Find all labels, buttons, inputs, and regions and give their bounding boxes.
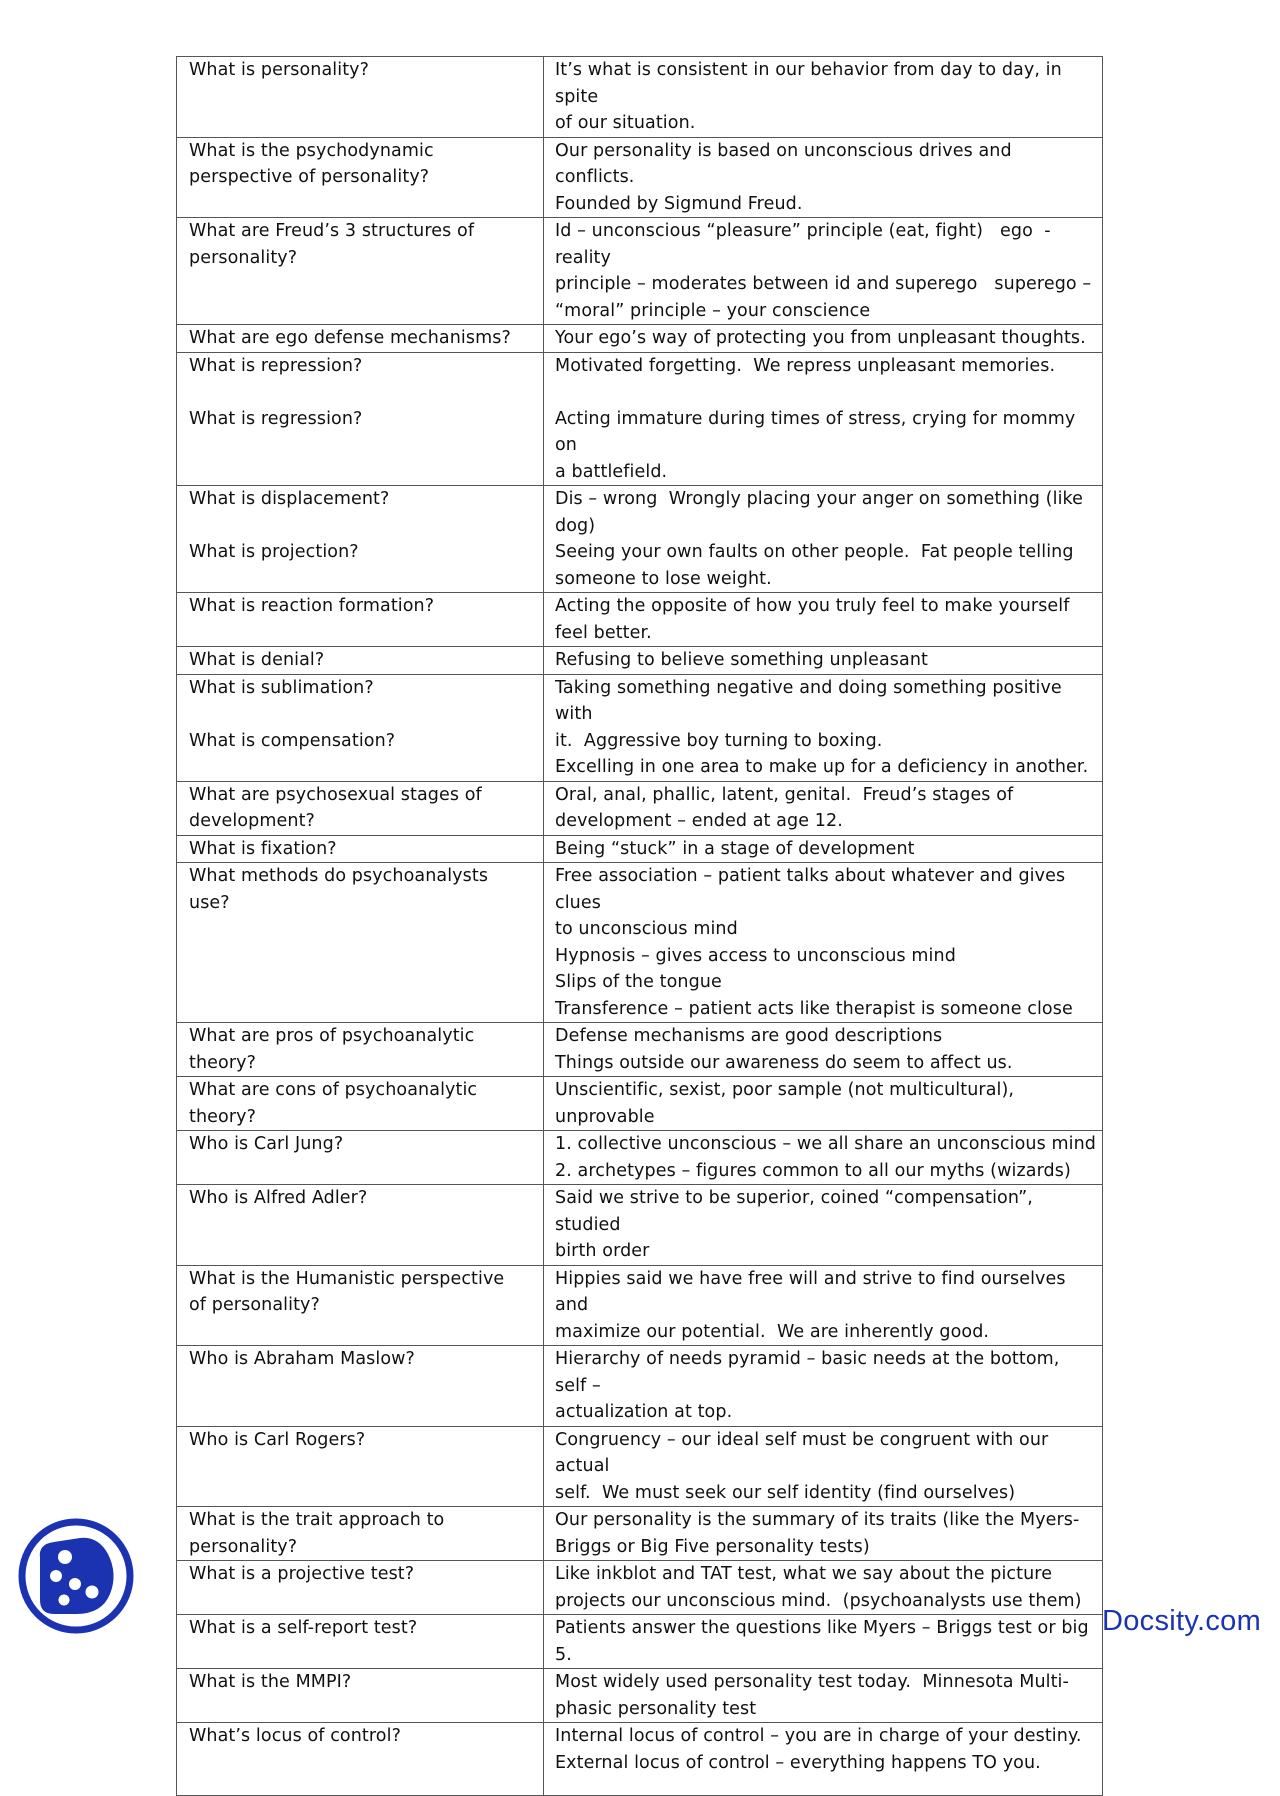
table-row bbox=[177, 57, 1103, 138]
question-text: personality? bbox=[189, 1536, 298, 1557]
answer-text: Congruency – our ideal self must be congruent with our actual bbox=[555, 1429, 1055, 1476]
answer-text: “moral” principle – your conscience bbox=[555, 300, 871, 321]
answer-text: Founded by Sigmund Freud. bbox=[555, 193, 803, 214]
question-cell bbox=[177, 1507, 544, 1561]
question-cell bbox=[177, 325, 544, 353]
answer-cell bbox=[544, 1669, 1103, 1723]
answer-cell bbox=[544, 352, 1103, 486]
answer-cell bbox=[544, 1265, 1103, 1346]
question-text: perspective of personality? bbox=[189, 167, 430, 187]
table-row bbox=[177, 218, 1103, 325]
answer-text: Defense mechanisms are good descriptions bbox=[555, 1026, 943, 1046]
answer-text: Acting the opposite of how you truly feel to make yourself bbox=[555, 596, 1070, 616]
question-text: What is fixation? bbox=[189, 838, 337, 859]
table-row bbox=[177, 593, 1103, 647]
question-text: What are pros of psychoanalytic bbox=[189, 1026, 475, 1046]
answer-cell bbox=[544, 1615, 1103, 1669]
question-text: What is personality? bbox=[189, 60, 370, 80]
question-text: What are ego defense mechanisms? bbox=[189, 328, 511, 348]
answer-cell bbox=[544, 218, 1103, 325]
answer-cell bbox=[544, 486, 1103, 593]
answer-cell bbox=[544, 863, 1103, 1023]
answer-cell bbox=[544, 1023, 1103, 1077]
answer-cell bbox=[544, 647, 1103, 675]
table-row bbox=[177, 352, 1103, 486]
answer-cell bbox=[544, 1507, 1103, 1561]
answer-cell bbox=[544, 1561, 1103, 1615]
answer-text: Hippies said we have free will and strive to find ourselves and bbox=[555, 1268, 1072, 1315]
answer-text: Free association – patient talks about whatever and gives clues bbox=[555, 866, 1071, 913]
answer-text: Hypnosis – gives access to unconscious mind bbox=[555, 945, 956, 966]
table-row bbox=[177, 1426, 1103, 1507]
answer-cell bbox=[544, 835, 1103, 863]
table-row bbox=[177, 781, 1103, 835]
answer-text: 5. bbox=[555, 1644, 572, 1665]
table-row bbox=[177, 1669, 1103, 1723]
answer-cell bbox=[544, 137, 1103, 218]
answer-text: Said we strive to be superior, coined “compensation”, studied bbox=[555, 1188, 1039, 1235]
question-cell bbox=[177, 486, 544, 593]
answer-text: projects our unconscious mind. (psychoanalysts use them) bbox=[555, 1590, 1082, 1611]
question-cell bbox=[177, 1185, 544, 1266]
question-cell bbox=[177, 781, 544, 835]
question-cell bbox=[177, 1723, 544, 1796]
answer-text: birth order bbox=[555, 1241, 650, 1261]
question-text: theory? bbox=[189, 1052, 256, 1073]
question-text: What are cons of psychoanalytic bbox=[189, 1080, 478, 1100]
table-row bbox=[177, 1023, 1103, 1077]
answer-text: Motivated forgetting. We repress unpleasant memories. bbox=[555, 355, 1056, 376]
answer-text: Unscientific, sexist, poor sample (not multicultural), bbox=[555, 1080, 1015, 1100]
question-text: theory? bbox=[189, 1106, 256, 1127]
answer-text: self. We must seek our self identity (find ourselves) bbox=[555, 1482, 1016, 1503]
question-cell bbox=[177, 1615, 544, 1669]
question-cell bbox=[177, 1561, 544, 1615]
question-text: Who is Carl Rogers? bbox=[189, 1429, 366, 1450]
blank-line bbox=[189, 513, 539, 540]
answer-text: Patients answer the questions like Myers – Briggs test or big bbox=[555, 1618, 1089, 1638]
answer-cell bbox=[544, 57, 1103, 138]
table-row bbox=[177, 647, 1103, 675]
answer-text: Briggs or Big Five personality tests) bbox=[555, 1536, 870, 1557]
table-row bbox=[177, 674, 1103, 781]
question-text: What is sublimation? bbox=[189, 677, 374, 698]
answer-text: 1. collective unconscious – we all share an unconscious mind bbox=[555, 1134, 1096, 1154]
answer-text: Being “stuck” in a stage of development bbox=[555, 838, 915, 859]
table-row bbox=[177, 1561, 1103, 1615]
question-cell bbox=[177, 1023, 544, 1077]
question-text: of personality? bbox=[189, 1295, 320, 1315]
answer-text: Internal locus of control – you are in charge of your destiny. bbox=[555, 1726, 1082, 1746]
question-text: What is repression? bbox=[189, 355, 363, 376]
question-text: What are psychosexual stages of bbox=[189, 784, 482, 805]
answer-text: dog) bbox=[555, 515, 596, 536]
answer-text: Oral, anal, phallic, latent, genital. Freud’s stages of bbox=[555, 784, 1014, 805]
answer-text: Acting immature during times of stress, crying for mommy on bbox=[555, 408, 1082, 455]
question-text: Who is Abraham Maslow? bbox=[189, 1349, 415, 1369]
question-cell bbox=[177, 647, 544, 675]
answer-cell bbox=[544, 781, 1103, 835]
answer-text: of our situation. bbox=[555, 113, 696, 133]
question-cell bbox=[177, 1265, 544, 1346]
question-cell bbox=[177, 352, 544, 486]
question-cell bbox=[177, 1426, 544, 1507]
answer-text: Things outside our awareness do seem to affect us. bbox=[555, 1052, 1013, 1073]
question-text: What is a self-report test? bbox=[189, 1618, 418, 1638]
table-row bbox=[177, 325, 1103, 353]
answer-text: Our personality is based on unconscious drives and conflicts. bbox=[555, 140, 1018, 187]
answer-text: unprovable bbox=[555, 1106, 655, 1127]
question-cell bbox=[177, 137, 544, 218]
question-cell bbox=[177, 674, 544, 781]
question-text: Who is Carl Jung? bbox=[189, 1134, 344, 1154]
question-text: What is a projective test? bbox=[189, 1564, 415, 1584]
question-cell bbox=[177, 1131, 544, 1185]
blank-line bbox=[555, 379, 1096, 406]
question-text: What is displacement? bbox=[189, 489, 390, 509]
question-text: What’s locus of control? bbox=[189, 1726, 401, 1746]
question-cell bbox=[177, 593, 544, 647]
answer-text: Our personality is the summary of its traits (like the Myers- bbox=[555, 1510, 1080, 1530]
question-text: What is the psychodynamic bbox=[189, 140, 434, 161]
answer-text: phasic personality test bbox=[555, 1698, 757, 1719]
answer-text: Excelling in one area to make up for a deficiency in another. bbox=[555, 757, 1089, 777]
answer-cell bbox=[544, 1185, 1103, 1266]
answer-text: Seeing your own faults on other people. Fat people telling bbox=[555, 542, 1074, 562]
answer-text: maximize our potential. We are inherently good. bbox=[555, 1321, 990, 1342]
answer-text: 2. archetypes – figures common to all our myths (wizards) bbox=[555, 1160, 1071, 1181]
answer-cell bbox=[544, 1723, 1103, 1796]
blank-line bbox=[189, 379, 539, 406]
question-text: What are Freud’s 3 structures of bbox=[189, 221, 475, 241]
question-cell bbox=[177, 835, 544, 863]
question-cell bbox=[177, 1669, 544, 1723]
qa-table-body bbox=[177, 57, 1103, 1796]
answer-text: to unconscious mind bbox=[555, 919, 738, 939]
answer-cell bbox=[544, 1077, 1103, 1131]
answer-text: Your ego’s way of protecting you from unpleasant thoughts. bbox=[555, 328, 1086, 348]
answer-text: Id – unconscious “pleasure” principle (eat, fight) ego - reality bbox=[555, 221, 1057, 268]
answer-text: External locus of control – everything happens TO you. bbox=[555, 1752, 1041, 1773]
table-row bbox=[177, 1077, 1103, 1131]
question-text: What is the MMPI? bbox=[189, 1672, 352, 1692]
question-text: What is the trait approach to bbox=[189, 1510, 445, 1530]
answer-cell bbox=[544, 674, 1103, 781]
docsity-brand-link[interactable]: Docsity.com bbox=[1102, 1605, 1262, 1637]
answer-cell bbox=[544, 1426, 1103, 1507]
blank-line bbox=[189, 701, 539, 728]
question-text: personality? bbox=[189, 247, 298, 268]
answer-cell bbox=[544, 325, 1103, 353]
answer-cell bbox=[544, 593, 1103, 647]
question-text: What is compensation? bbox=[189, 730, 396, 751]
answer-text: Refusing to believe something unpleasant bbox=[555, 650, 928, 670]
answer-text: Like inkblot and TAT test, what we say about the picture bbox=[555, 1564, 1053, 1584]
question-text: What is projection? bbox=[189, 542, 359, 562]
question-text: What is regression? bbox=[189, 408, 363, 429]
question-text: What is reaction formation? bbox=[189, 596, 435, 616]
table-row bbox=[177, 486, 1103, 593]
answer-text: Dis – wrong Wrongly placing your anger on something (like bbox=[555, 489, 1084, 509]
answer-text: Slips of the tongue bbox=[555, 972, 722, 992]
table-row bbox=[177, 1507, 1103, 1561]
question-text: What is the Humanistic perspective bbox=[189, 1268, 505, 1289]
answer-text: Hierarchy of needs pyramid – basic needs at the bottom, self – bbox=[555, 1349, 1066, 1396]
question-text: Who is Alfred Adler? bbox=[189, 1188, 368, 1208]
question-cell bbox=[177, 218, 544, 325]
answer-cell bbox=[544, 1346, 1103, 1427]
answer-text: principle – moderates between id and superego superego – bbox=[555, 274, 1092, 294]
answer-text: it. Aggressive boy turning to boxing. bbox=[555, 730, 883, 751]
table-row bbox=[177, 863, 1103, 1023]
question-text: use? bbox=[189, 892, 230, 913]
answer-text: Transference – patient acts like therapist is someone close bbox=[555, 998, 1073, 1019]
docsity-logo-icon[interactable] bbox=[18, 1518, 134, 1634]
answer-text: Most widely used personality test today. Minnesota Multi- bbox=[555, 1672, 1069, 1692]
answer-text: a battlefield. bbox=[555, 461, 668, 482]
question-cell bbox=[177, 863, 544, 1023]
question-text: development? bbox=[189, 811, 315, 831]
table-row bbox=[177, 1131, 1103, 1185]
table-row bbox=[177, 1723, 1103, 1796]
answer-text: Taking something negative and doing something positive with bbox=[555, 677, 1068, 724]
answer-text: It’s what is consistent in our behavior from day to day, in spite bbox=[555, 60, 1068, 107]
answer-text: development – ended at age 12. bbox=[555, 811, 843, 831]
table-row bbox=[177, 835, 1103, 863]
table-row bbox=[177, 1265, 1103, 1346]
question-cell bbox=[177, 1077, 544, 1131]
answer-text: someone to lose weight. bbox=[555, 568, 772, 589]
answer-text: actualization at top. bbox=[555, 1402, 733, 1422]
question-text: What methods do psychoanalysts bbox=[189, 866, 489, 886]
table-row bbox=[177, 1185, 1103, 1266]
qa-table bbox=[176, 56, 1103, 1796]
answer-cell bbox=[544, 1131, 1103, 1185]
table-row bbox=[177, 1615, 1103, 1669]
answer-text: feel better. bbox=[555, 622, 652, 643]
question-cell bbox=[177, 57, 544, 138]
table-row bbox=[177, 1346, 1103, 1427]
table-row bbox=[177, 137, 1103, 218]
question-text: What is denial? bbox=[189, 650, 325, 670]
question-cell bbox=[177, 1346, 544, 1427]
